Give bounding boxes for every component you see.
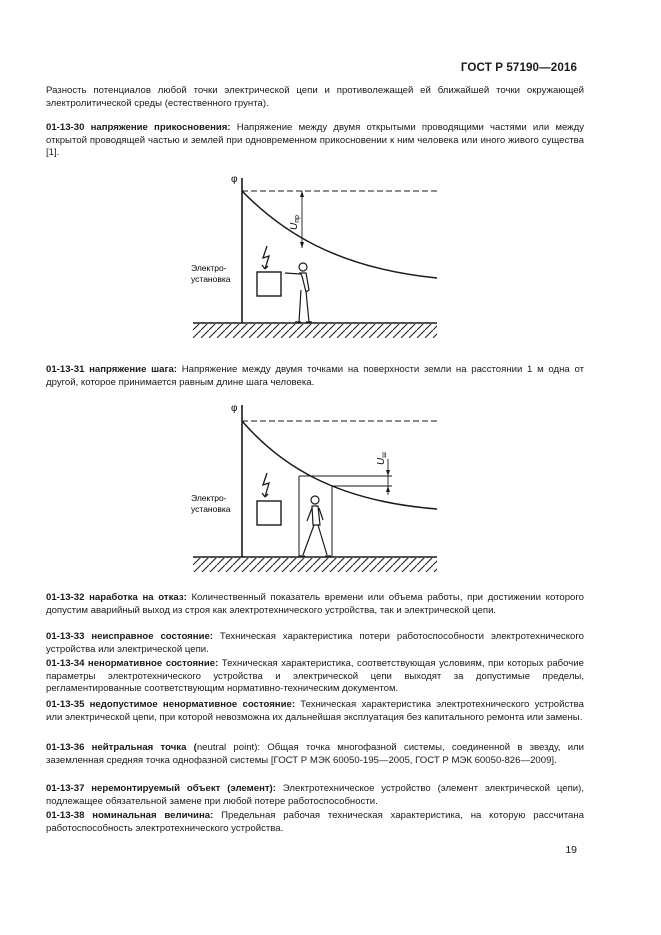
term-paragraph-01-13-30 [46,122,584,160]
page-number: 19 [565,844,577,856]
phi-axis-label: φ [231,403,238,414]
term-title: 01-13-32 наработка на отказ: [46,592,187,603]
arrow-head-bottom [300,242,304,248]
arrow-head-top [300,191,304,197]
document-header: ГОСТ Р 57190—2016 [460,61,577,74]
installation-label-line1: Электро- [191,263,227,273]
term-definition: Напряжение между двумя точками на поверхности земли на расстоянии 1 м одна от другой, которое принимается равным длине шага человека. [46,364,584,388]
term-definition: Предельная рабочая техническая характеристика, на которую рассчитана работоспособность электротехнического устройства. [46,810,585,834]
term-title: 01-13-33 неисправное состояние: [46,631,214,642]
ground-hatching [193,324,437,338]
term-title: 01-13-36 нейтральная точка ( [46,742,197,753]
installation-label-line2: установка [191,274,231,284]
term-title: 01-13-31 напряжение шага: [46,364,177,375]
arrow-head-bottom [386,486,390,492]
term-paragraph-01-13-36 [46,742,584,767]
term-definition: Напряжение между двумя открытыми проводящими частями или между открытой проводящей частью и землей при одновременном прикосновении к ним человека или иного живого существа [1]. [46,122,584,159]
voltage-label: $U_ш$ [376,452,388,465]
term-definition: neutral point): Общая точка многофазной системы, соединенной в звезду, или заземленная средняя точка однофазной системы [ГОСТ Р МЭК 60050-195—2005, ГОСТ Р МЭК 60050-826—2009]. [46,742,585,766]
term-paragraph-01-13-38 [46,810,584,835]
lightning-icon [262,473,269,497]
potential-curve [242,191,437,278]
term-definition: Электротехническое устройство (элемент электрической цепи), подлежащее обязательной замене при любой потере работоспособности. [46,783,584,807]
lightning-icon [262,246,269,269]
electrical-installation-box [257,501,281,525]
term-title: 01-13-30 напряжение прикосновения: [46,122,231,133]
term-title: 01-13-35 недопустимое ненормативное состояние: [46,699,296,710]
term-title: 01-13-37 неремонтируемый объект (элемент): [46,783,276,794]
term-definition: Техническая характеристика потери работоспособности электротехнического устройства или электрической цепи. [46,631,584,655]
phi-axis-label: φ [231,174,238,185]
term-paragraph-01-13-35 [46,699,584,724]
person-figure [285,263,312,322]
term-title: 01-13-38 номинальная величина: [46,810,214,821]
term-definition: Техническая характеристика, соответствующая условиям, при которых рабочие параметры электротехнического устройства и электрической цепи выходят за допустимые пределы, регламентированные соответствующим нормативно-техническим документом. [46,658,584,695]
term-paragraph-01-13-31 [46,364,584,389]
electrical-installation-box [257,272,281,296]
term-definition: Техническая характеристика электротехнического устройства или электрической цепи, при которой невозможна их дальнейшая эксплуатация без капитального ремонта или замены. [46,699,584,723]
term-paragraph-01-13-34 [46,658,584,696]
potential-curve [242,421,437,509]
intro-paragraph: Разность потенциалов любой точки электрической цепи и противолежащей ей ближайшей точки окружающей электролитической среды (естественного грунта). [46,85,584,109]
voltage-label: $U_{пр}$ [289,215,301,230]
walking-person-figure [299,496,331,556]
installation-label-line1: Электро- [191,493,227,503]
installation-label-line2: установка [191,504,231,514]
ground-hatching [193,558,437,572]
term-paragraph-01-13-33 [46,631,584,656]
term-definition: Количественный показатель времени или объема работы, при достижении которого допустим аварийный выход из строя как электротехнического устройства, так и электрической цепи. [46,592,584,616]
term-paragraph-01-13-37 [46,783,584,808]
step-voltage-figure [185,397,445,582]
term-title: 01-13-34 ненормативное состояние: [46,658,219,669]
arrow-head-top [386,470,390,476]
touch-voltage-figure [185,170,445,350]
term-paragraph-01-13-32 [46,592,584,617]
